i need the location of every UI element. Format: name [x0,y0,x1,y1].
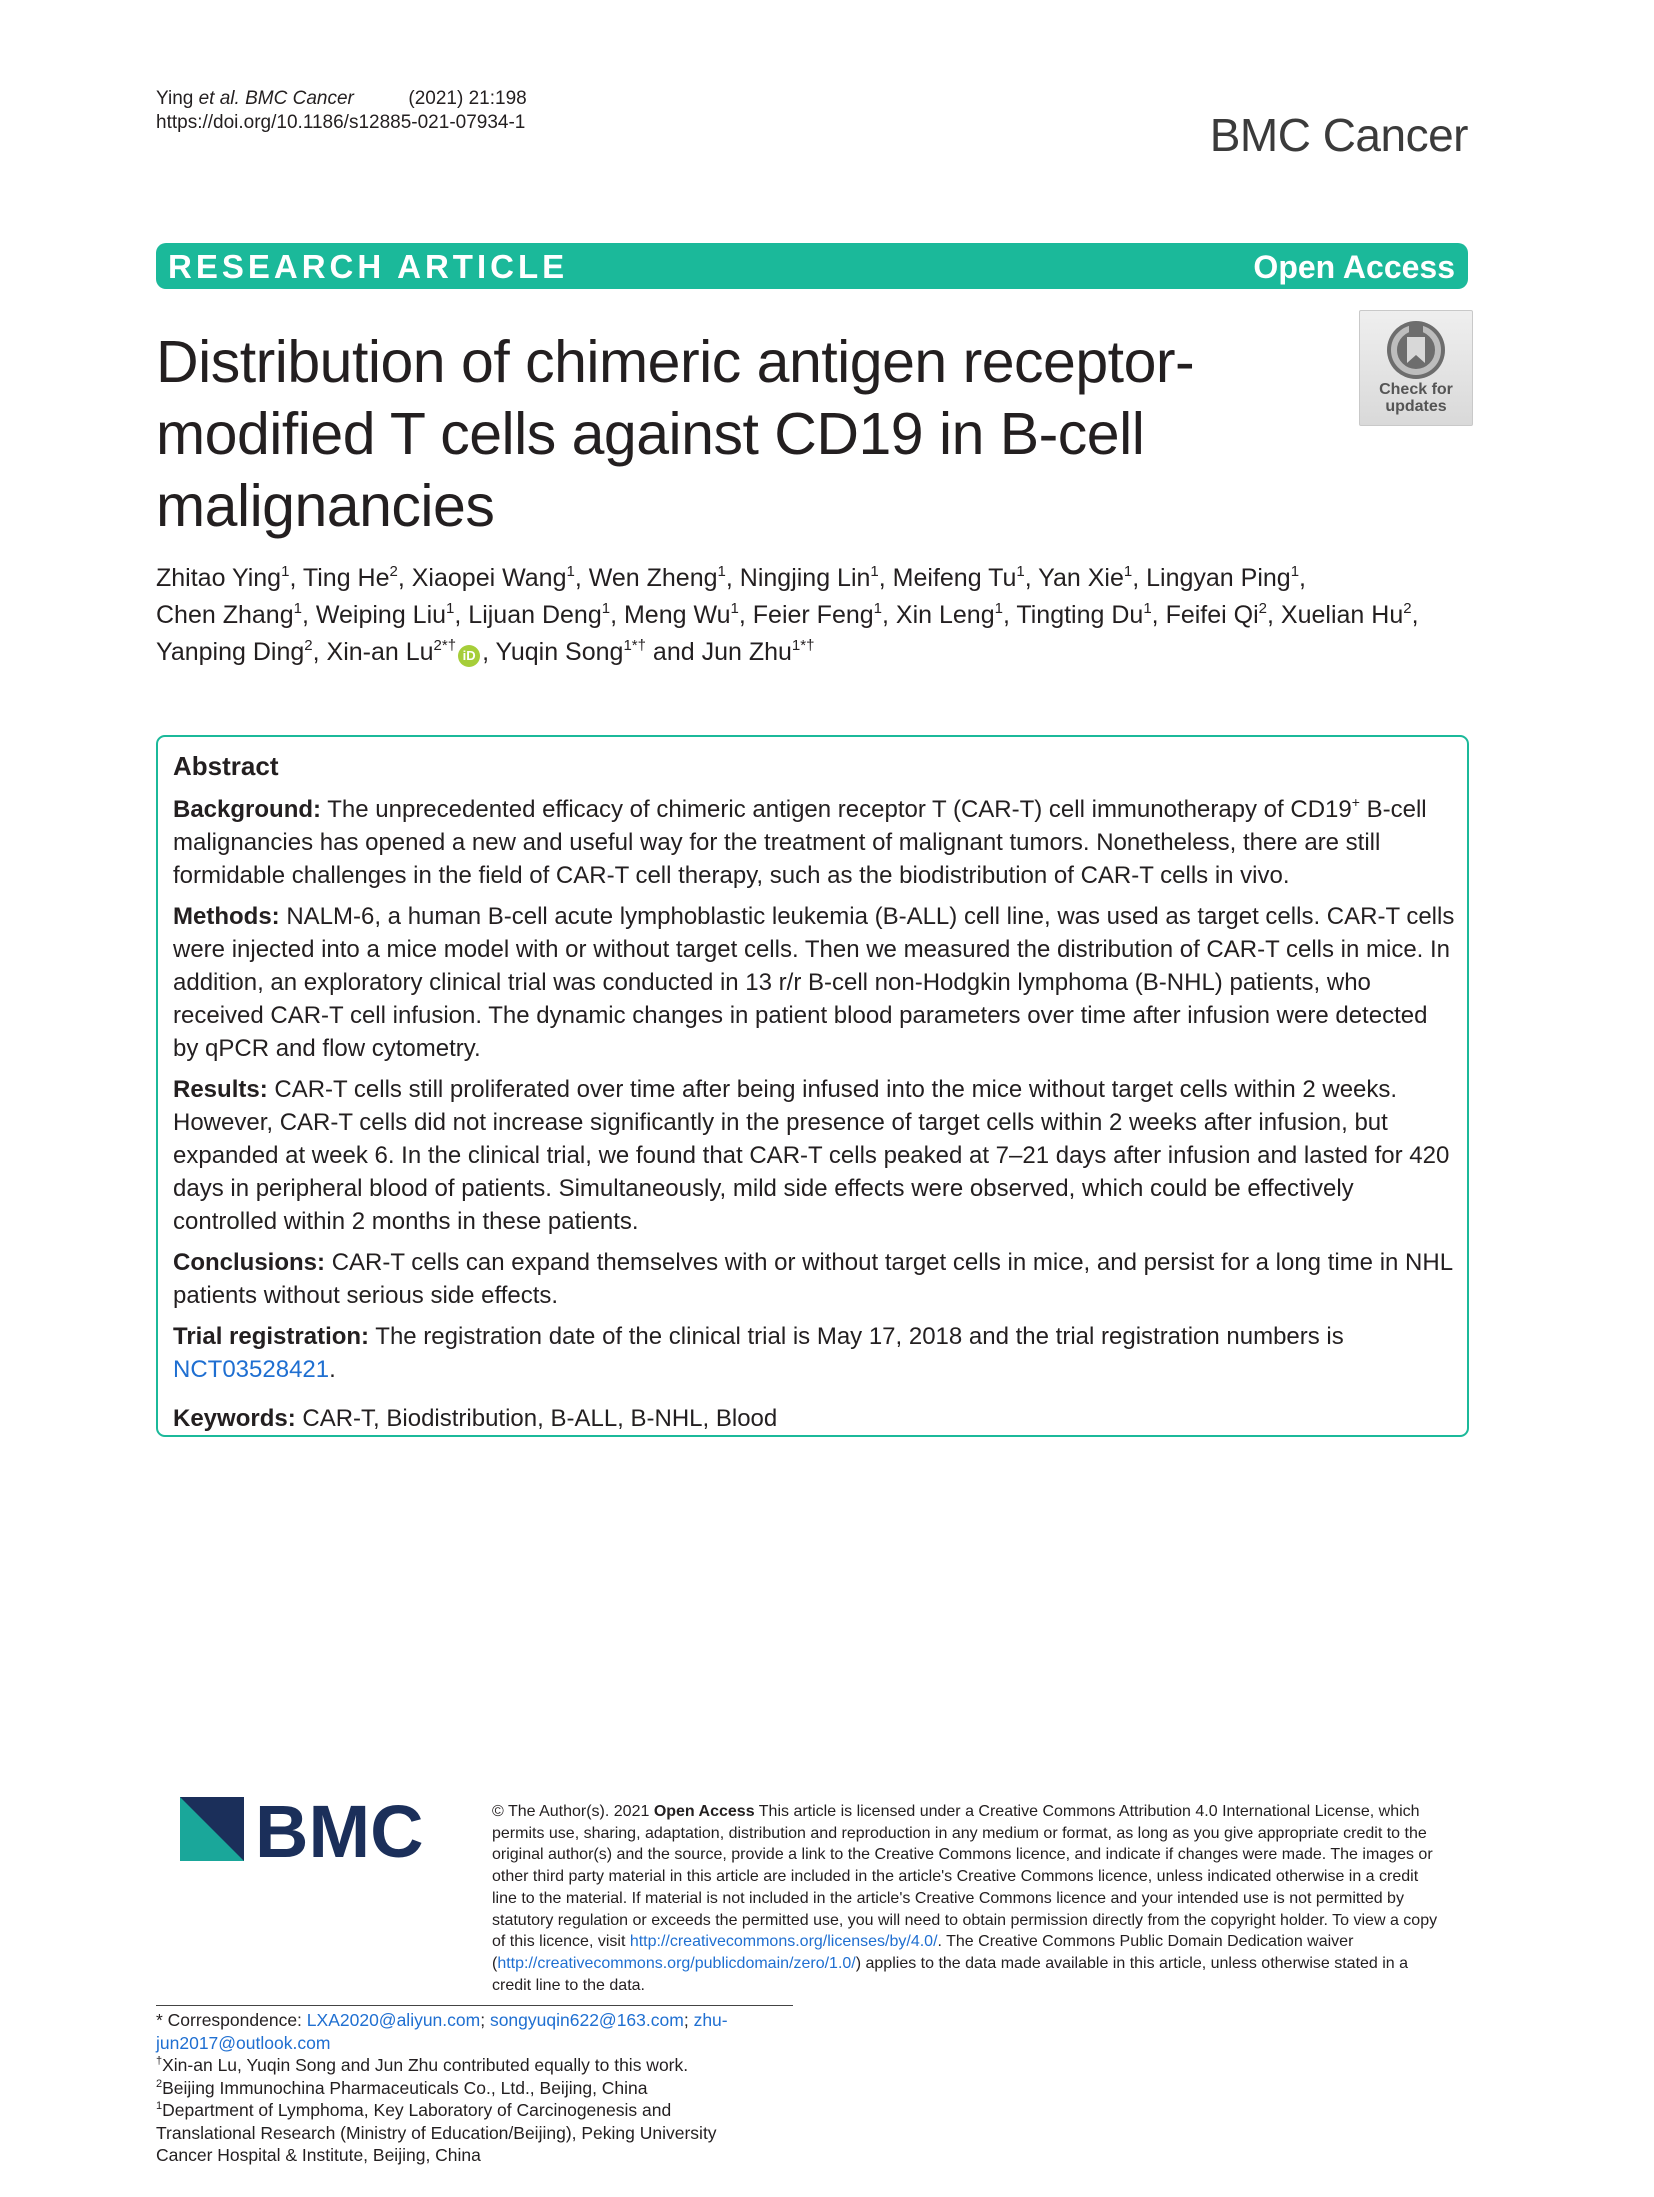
background-label: Background: [173,796,322,823]
dagger-symbol: † [156,2055,163,2067]
author-name[interactable]: Jun Zhu [701,638,792,666]
crossmark-line2: updates [1385,398,1447,415]
author-affiliation-marker: 1 [293,600,302,617]
author-list [156,560,1486,671]
footnotes: * Correspondence: LXA2020@aliyun.com; songyuqin622@163.com; zhu- jun2017@outlook.com †Xin-an Lu, Yuqin Song and Jun Zhu contributed equally to this work. $^2$Beijing Immunochina Pharmaceuticals Co., Ltd., Beijing, China $^1$Department of Lymphoma, Key Laboratory of Carcinogenesis and Translational Research (Ministry of Education/Beijing), Peking University Cancer Hospital & Institute, Beijing, China [156,2009,756,2167]
abstract-box [156,735,1469,1437]
crossmark-line1: Check for [1379,381,1453,398]
background-text-b: B-cell malignancies has opened a new and useful way for the treatment of malignant tumors. Nonetheless, there are still formidable challenges in the field of CAR-T cell therapy, such as the biodistribution of CAR-T cells in vivo. [173,796,1427,889]
equal-contribution-note: Xin-an Lu, Yuqin Song and Jun Zhu contributed equally to this work. [162,2055,689,2075]
correspondence-label: * Correspondence: [156,2010,307,2030]
author-line [156,560,1486,597]
abstract-heading: Abstract [173,751,279,781]
trial-label: Trial registration: [173,1323,370,1350]
author-affiliation-marker: 1*† [791,637,815,654]
abstract-background [173,793,1455,892]
author-separator: , [1002,601,1017,629]
license-statement [492,1801,1442,1996]
methods-text: NALM-6, a human B-cell acute lymphoblastic leukemia (B-ALL) cell line, was used as target cells. CAR-T cells were injected into a mice model with or without target cells. Then we measured the distribution of CAR-T cells in mice. In addition, an exploratory clinical trial was conducted in 13 r/r B-cell non-Hodgkin lymphoma (B-NHL) patients, who received CAR-T cell infusion. The dynamic changes in patient blood parameters over time after infusion were detected by qPCR and flow cytometry. [173,903,1455,1062]
trial-end: . [329,1356,336,1383]
author-separator: , [454,601,469,629]
author-affiliation-marker: 1 [1016,563,1025,580]
aff1-number: 1 [156,2100,163,2112]
author-separator: , [312,638,327,666]
author-name[interactable]: Feier Feng [752,601,874,629]
author-affiliation-marker: 1 [873,600,882,617]
author-separator: , [1151,601,1166,629]
author-affiliation-marker: 1*† [623,637,646,654]
results-text: CAR-T cells still proliferated over time after being infused into the mice without target cells within 2 weeks. However, CAR-T cells did not increase significantly in the presence of target cells within 2 weeks after infusion, but expanded at week 6. In the clinical trial, we found that CAR-T cells peaked at 7–21 days after infusion and lasted for 420 days in peripheral blood of patients. Simultaneously, mild side effects were observed, which could be effectively controlled within 2 months in these patients. [173,1076,1450,1235]
author-name[interactable]: Tingting Du [1016,601,1144,629]
background-text-a: The unprecedented efficacy of chimeric antigen receptor T (CAR-T) cell immunotherapy of CD19 [327,796,1352,823]
author-name[interactable]: Xin-an Lu [326,638,434,666]
author-separator: , [289,564,303,592]
abstract-trial-registration [173,1320,1455,1386]
author-affiliation-marker: 2 [304,637,313,654]
author-affiliation-marker: 1 [281,563,290,580]
author-affiliation-marker: 1 [1123,563,1133,580]
author-affiliation-marker: 2*† [433,637,457,654]
affiliation-1-line1: Department of Lymphoma, Key Laboratory of Carcinogenesis and [162,2100,672,2120]
author-separator: , [1299,564,1306,592]
citation-etal: et al. [198,88,240,109]
background-sup: + [1351,794,1360,810]
author-separator: , [1411,601,1419,629]
author-separator: and [645,638,702,666]
cc-zero-link[interactable]: http://creativecommons.org/publicdomain/zero/1.0/ [497,1954,856,1972]
author-affiliation-marker: 1 [601,600,611,617]
author-affiliation-marker: 1 [446,600,455,617]
results-label: Results: [173,1076,268,1103]
author-affiliation-marker: 2 [1258,600,1268,617]
author-name[interactable]: Chen Zhang [156,601,294,629]
bmc-publisher-logo [180,1797,460,1887]
article-type-label: RESEARCH ARTICLE [168,248,569,285]
author-separator: , [725,564,740,592]
author-name[interactable]: Lijuan Deng [468,601,602,629]
author-separator: , [1132,564,1147,592]
license-text-3: ) applies to the data made available in this article, unless otherwise stated in a credit line to the data. [492,1954,1409,1994]
author-separator: , [738,601,753,629]
author-name[interactable]: Xiaopei Wang [411,564,567,592]
author-separator: , [1024,564,1039,592]
author-name[interactable]: Yanping Ding [156,638,305,666]
author-name[interactable]: Xin Leng [895,601,995,629]
article-type-banner [156,243,1468,289]
citation-header [156,87,527,135]
license-open-access: Open Access [653,1803,755,1820]
orcid-icon[interactable]: iD [458,645,480,667]
author-name[interactable]: Lingyan Ping [1146,564,1291,592]
author-affiliation-marker: 1 [566,563,575,580]
email-link-3a[interactable]: zhu- [693,2010,728,2030]
cc-by-license-link[interactable]: http://creativecommons.org/licenses/by/4.0/ [629,1933,938,1951]
keywords-label: Keywords: [173,1405,296,1432]
citation-authors: Ying [156,88,194,109]
citation-year: (2021) 21:198 [408,88,527,109]
abstract-keywords [173,1402,1455,1435]
author-affiliation-marker: 1 [994,600,1003,617]
author-affiliation-marker: 1 [1290,563,1300,580]
trial-registration-link[interactable]: NCT03528421 [173,1356,330,1383]
author-name[interactable]: Ting He [302,564,390,592]
conclusions-label: Conclusions: [173,1249,326,1276]
trial-text: The registration date of the clinical trial is May 17, 2018 and the trial registration numbers is [375,1323,1344,1350]
email-link-3b[interactable]: jun2017@outlook.com [156,2032,331,2053]
abstract-methods [173,900,1455,1065]
author-name[interactable]: Zhitao Ying [156,564,282,592]
author-affiliation-marker: 1 [730,600,739,617]
author-name[interactable]: Yan Xie [1038,564,1124,592]
author-affiliation-marker: 2 [389,563,398,580]
footnote-divider [156,2005,793,2006]
affiliation-1-line2: Translational Research (Ministry of Education/Beijing), Peking University [156,2122,717,2143]
author-affiliation-marker: 1 [870,563,879,580]
author-line [156,597,1486,634]
author-separator: , [301,601,316,629]
author-separator: , [878,564,893,592]
author-name[interactable]: Weiping Liu [315,601,447,629]
author-name[interactable]: Meifeng Tu [892,564,1017,592]
citation-journal: BMC Cancer [245,88,354,109]
copyright-text: © The Author(s). 2021 [492,1803,654,1820]
methods-label: Methods: [173,903,280,930]
author-name[interactable]: Yuqin Song [495,638,624,666]
author-separator: , [482,638,496,666]
affiliation-1-line3: Cancer Hospital & Institute, Beijing, China [156,2145,481,2165]
logo-wordmark: BMC [255,1797,424,1873]
abstract-conclusions [173,1246,1455,1312]
email-link-2[interactable]: songyuqin622@163.com [489,2010,684,2030]
abstract-results [173,1073,1455,1238]
author-line [156,634,1486,671]
author-affiliation-marker: 2 [1403,600,1412,617]
author-separator: , [397,564,412,592]
affiliation-2: Beijing Immunochina Pharmaceuticals Co., Ltd., Beijing, China [162,2077,648,2098]
conclusions-text: CAR-T cells can expand themselves with or without target cells in mice, and persist for a long time in NHL patients without serious side effects. [173,1249,1453,1309]
author-name[interactable]: Meng Wu [623,601,731,629]
email-link-1[interactable]: LXA2020@aliyun.com [306,2010,481,2030]
keywords-text: CAR-T, Biodistribution, B-ALL, B-NHL, Blood [302,1405,778,1432]
author-affiliation-marker: 1 [717,563,726,580]
article-title: Distribution of chimeric antigen receptor-modified T cells against CD19 in B-cell malignancies [156,329,1195,539]
author-name[interactable]: Wen Zheng [588,564,718,592]
author-name[interactable]: Xuelian Hu [1280,601,1404,629]
open-access-label: Open Access [1253,249,1455,285]
check-for-updates-badge[interactable] [1359,310,1473,426]
author-name[interactable]: Ningjing Lin [739,564,871,592]
author-separator: , [1267,601,1281,629]
author-name[interactable]: Feifei Qi [1165,601,1259,629]
doi-link[interactable]: https://doi.org/10.1186/s12885-021-07934-1 [156,112,526,133]
crossmark-icon [1385,319,1447,381]
author-separator: , [882,601,896,629]
author-separator: , [574,564,589,592]
license-text-2: . The Creative Commons Public Domain Dedication waiver ( [492,1933,1354,1972]
license-text-1: This article is licensed under a Creative Commons Attribution 4.0 International License, which permits use, sharing, adaptation, distribution and reproduction in any medium or format, as long as you give appropriate credit to the original author(s) and the source, provide a link to the Creative Commons licence, and indicate if changes were made. The images or other third party material in this article are included in the article's Creative Commons licence, unless indicated otherwise in a credit line to the material. If material is not included in the article's Creative Commons licence and your intended use is not permitted by statutory regulation or exceeds the permitted use, you will need to obtain permission directly from the copyright holder. To view a copy of this licence, visit [492,1803,1438,1951]
author-affiliation-marker: 1 [1143,600,1152,617]
journal-name: BMC Cancer [1209,109,1468,161]
aff2-number: 2 [156,2077,163,2090]
author-separator: , [610,601,624,629]
